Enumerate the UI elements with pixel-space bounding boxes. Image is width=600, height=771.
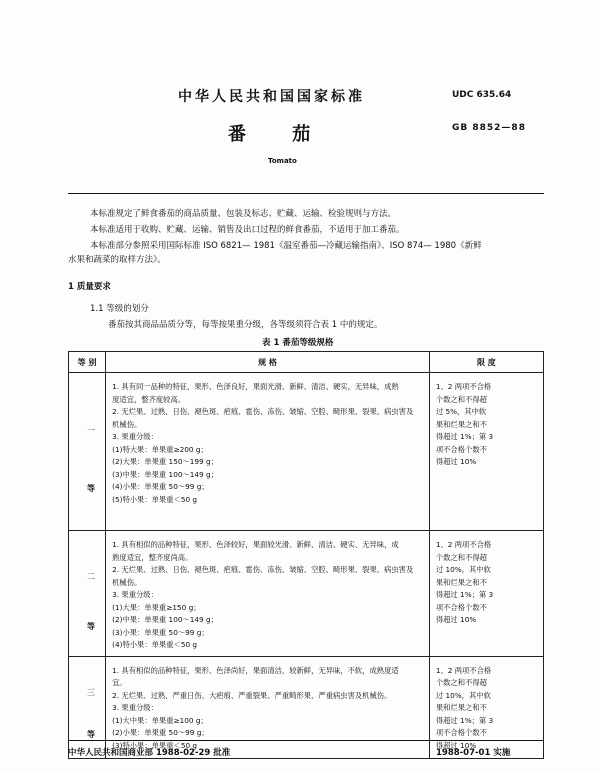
spec-line: (3)特小果：单果重＜50 g [112,740,198,750]
limit-line: 得超过 1%；第 3 [435,715,494,725]
limit-line: 个数之和不得超 [435,394,487,404]
limit-line: 个数之和不得超 [435,552,487,562]
grade-cell [69,531,106,657]
grade-cell [69,656,106,758]
spec-line: (1)特大果：单果重≥200 g； [112,444,208,454]
header-grade: 等 别 [69,352,106,373]
spec-cell [106,531,430,657]
spec-line: 2. 无烂果、过熟、日伤、褪色斑、疤痕、雹伤、冻伤、皱缩、空腔、畸形果、裂果、病虫害及 [112,407,414,416]
spec-line: 3. 果重分级： [112,590,158,599]
grade-mark: 等 [87,729,95,739]
spec-line: (1)大中果：单果重≥100 g； [112,715,208,725]
table-row [69,656,544,758]
spec-line: (1)大果：单果重≥150 g； [112,602,201,612]
limit-line: 过 10%，其中软 [435,565,491,574]
table-row [69,373,544,531]
limit-line: 果和烂果之和不 [435,419,487,429]
limit-line: 得超过 10% [435,740,477,750]
udc-number: UDC 635.64 [452,90,512,100]
limit-cell [429,656,543,758]
document-title: 番 茄 [228,124,311,145]
spec-line: (4)小果：单果重 50～99 g； [112,482,209,491]
limit-line: 果和烂果之和不 [435,703,487,712]
grade-name: 三 [87,687,95,697]
limit-line: 果和烂果之和不 [435,577,487,587]
spec-line: (3)小果：单果重 50～99 g； [112,627,209,637]
spec-line: 度适宜，整齐度较高。 [112,394,186,404]
header-spec: 规 格 [106,352,430,373]
table-caption: 表 1 番茄等级规格 [262,338,334,348]
limit-line: 项不合格个数不 [435,444,487,454]
spec-line: 机械伤。 [112,419,142,429]
standard-title: 中华人民共和国国家标准 [178,89,365,105]
limit-line: 得超过 1%；第 3 [435,432,494,441]
limit-line: 1、2 两项不合格 [435,540,492,549]
table-row [69,531,544,657]
spec-line: 2. 无烂果、过熟、严重日伤、大疤痕、严重裂果、严重畸形果、严重病虫害及机械伤。 [112,690,392,700]
spec-line: (3)中果：单果重 100～149 g； [112,469,218,479]
grade-cell [69,373,106,531]
limit-line: 得超过 10% [435,615,477,624]
spec-line: 1. 具有同一品种的特征，果形、色泽良好，果面光滑、新鲜、清洁、硬实，无异味，成熟 [112,382,399,391]
spec-line: (2)小果：单果重 50～99 g； [112,728,209,737]
limit-line: 1、2 两项不合格 [435,665,492,675]
spec-line: 宜。 [112,678,127,687]
spec-cell [106,656,430,758]
intro-paragraph-1: 本标准规定了鲜食番茄的商品质量、包装及标志、贮藏、运输、检验规则与方法。 [90,209,397,219]
limit-line: 1、2 两项不合格 [435,382,492,391]
spec-line: (2)大果：单果重 150～199 g； [112,457,218,466]
grade-mark: 等 [87,484,95,493]
header-limit: 限 度 [429,352,543,373]
limit-line: 过 5%，其中软 [435,407,487,416]
subsection-body: 番茄按其商品品质分等，每等按果重分级，各等级须符合表 1 中的规定。 [108,320,383,330]
subsection-heading: 1.1 等级的划分 [90,304,149,314]
grade-table [68,351,544,759]
spec-line: 2. 无烂果、过熟、日伤、褪色斑、疤痕、雹伤、冻伤、皱缩、空腔、畸形果、裂果、病虫害及 [112,565,414,574]
intro-paragraph-2: 本标准适用于收购、贮藏、运输、销售及出口过程的鲜食番茄，不适用于加工番茄。 [90,225,405,235]
spec-line: 1. 具有相似的品种特征，果形、色泽尚好，果面清洁，较新鲜，无异味，不软，成熟度适 [112,665,399,675]
limit-cell [429,531,543,657]
spec-cell [106,373,430,531]
limit-cell [429,373,543,531]
header-divider [68,193,544,194]
limit-line: 过 10%，其中软 [435,690,491,700]
spec-line: 熟度适宜，整齐度尚高。 [112,552,193,562]
intro-paragraph-3-line-2: 水果和蔬菜的取样方法》。 [68,255,166,265]
limit-line: 个数之和不得超 [435,678,487,687]
gb-number: GB 8852—88 [452,123,526,133]
limit-line: 得超过 10% [435,457,477,466]
approval-line: 中华人民共和国商业部 1988-02-29 批准 [68,748,231,758]
spec-line: 机械伤。 [112,577,142,587]
spec-line: (5)特小果：单果重＜50 g [112,494,198,504]
section-heading: 1 质量要求 [68,282,111,292]
spec-line: 3. 果重分级： [112,432,158,441]
implementation-date: 1988-07-01 实施 [436,748,511,758]
spec-line: (2)中果：单果重 100～149 g； [112,615,218,624]
spec-line: 1. 具有相似的品种特征，果形、色泽较好，果面较光滑、新鲜、清洁、硬实、无异味，成 [112,540,399,549]
spec-line: 3. 果重分级： [112,703,158,712]
grade-name: 一 [87,426,95,435]
document-title-english: Tomato [268,157,297,165]
grade-name: 二 [87,572,95,581]
limit-line: 得超过 1%；第 3 [435,590,494,599]
limit-line: 项不合格个数不 [435,728,487,737]
intro-paragraph-3-line-1: 本标准部分参照采用国际标准 ISO 6821— 1981《温室番茄—冷藏运输指南》、ISO 874— 1980《新鲜 [90,241,482,251]
grade-mark: 等 [87,622,95,631]
table-header-row [69,352,544,373]
footer-divider [68,740,544,741]
limit-line: 项不合格个数不 [435,602,487,612]
spec-line: (4)特小果：单果重＜50 g [112,640,198,649]
